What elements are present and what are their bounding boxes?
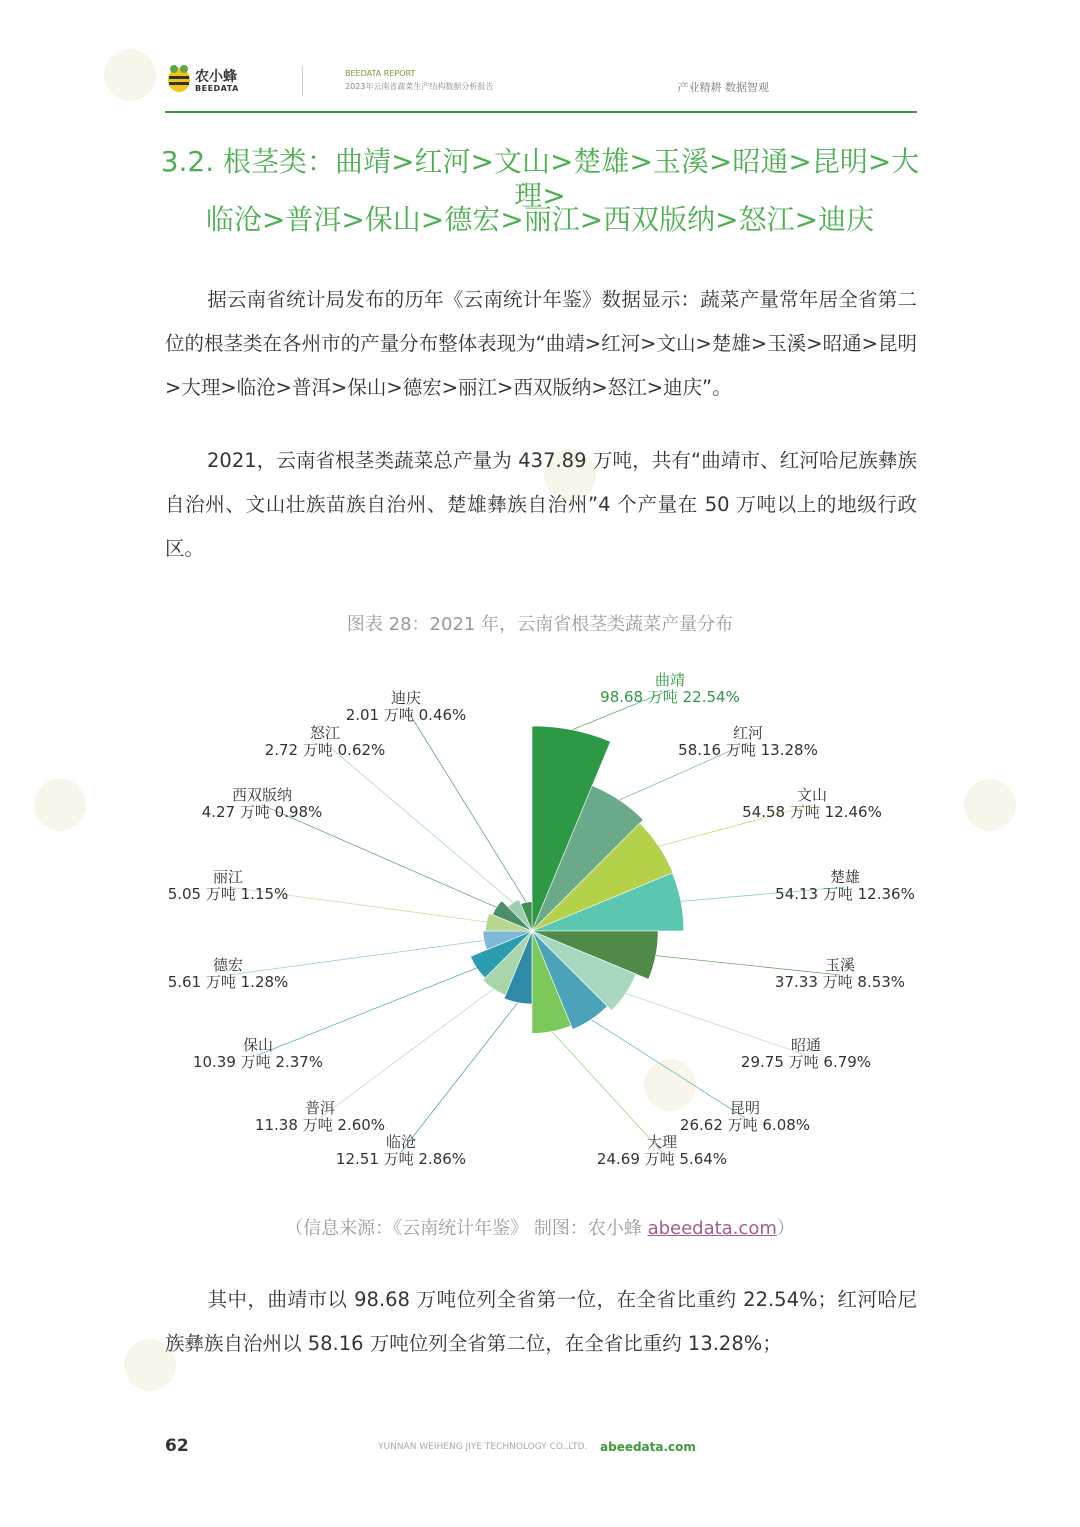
slice-label: 昆明	[729, 1099, 761, 1117]
slice-label: 普洱	[304, 1099, 336, 1117]
source-close: ）	[776, 1218, 795, 1239]
bee-logo-icon	[165, 62, 193, 94]
slice-label: 怒江	[309, 724, 341, 742]
slice-value-label: 54.13 万吨 12.36%	[775, 885, 915, 903]
slice-value-label: 26.62 万吨 6.08%	[679, 1116, 811, 1134]
paragraph-3-text: 其中，曲靖市以 98.68 万吨位列全省第一位，在全省比重约 22.54%；红河哈尼族彝族自治州以 58.16 万吨位列全省第二位，在全省比重约 13.28%；	[165, 1288, 917, 1355]
report-title: 2023年云南省蔬菜生产结构数据分析报告	[345, 82, 494, 91]
slice-label: 昭通	[790, 1036, 822, 1054]
slice-label: 保山	[242, 1036, 274, 1054]
slice-value-label: 58.16 万吨 13.28%	[678, 741, 818, 759]
slice-value-label: 2.01 万吨 0.46%	[345, 706, 467, 724]
slice-label: 德宏	[212, 956, 244, 974]
leader-line	[406, 708, 526, 902]
leader-line	[591, 1020, 745, 1119]
slice-value-label: 29.75 万吨 6.79%	[740, 1053, 872, 1071]
slice-value-label: 5.61 万吨 1.28%	[167, 973, 289, 991]
slice-label: 西双版纳	[231, 786, 293, 804]
leader-line	[320, 989, 493, 1118]
leader-line	[626, 994, 806, 1056]
paragraph-1-text: 据云南省统计局发布的历年《云南统计年鉴》数据显示：蔬菜产量常年居全省第二位的根茎类在各州市的产量分布整体表现为“曲靖>红河>文山>楚雄>玉溪>昭通>昆明>大理>临沧>普洱>保山>德宏>丽江>西双版纳>怒江>迪庆”。	[165, 288, 917, 399]
slice-value-label: 11.38 万吨 2.60%	[254, 1116, 386, 1134]
slice-value-label: 2.72 万吨 0.62%	[264, 741, 386, 759]
rose-chart	[0, 650, 1080, 1195]
slice-label: 玉溪	[824, 956, 856, 974]
page-number: 62	[165, 1436, 189, 1456]
footer-site[interactable]: abeedata.com	[600, 1440, 696, 1454]
slice-value-label: 12.51 万吨 2.86%	[335, 1150, 467, 1168]
leader-line	[325, 743, 513, 903]
leader-line	[401, 1003, 518, 1152]
paragraph-2-text: 2021，云南省根茎类蔬菜总产量为 437.89 万吨，共有“曲靖市、红河哈尼族彝族自治州、文山壮族苗族自治州、楚雄彝族自治州”4 个产量在 50 万吨以上的地级行政区。	[165, 449, 917, 560]
paragraph-1	[165, 278, 917, 410]
page-header	[165, 62, 917, 114]
slice-label: 丽江	[212, 868, 244, 886]
slice-value-label: 37.33 万吨 8.53%	[774, 973, 906, 991]
source-link[interactable]: abeedata.com	[647, 1218, 777, 1239]
report-label: BEEDATA REPORT	[345, 69, 416, 78]
paragraph-3	[165, 1278, 917, 1366]
slice-label: 大理	[646, 1133, 678, 1151]
chart-source	[0, 1214, 1080, 1240]
source-text: （信息来源：《云南统计年鉴》 制图：农小蜂	[285, 1218, 648, 1239]
logo-text-cn: 农小蜂	[195, 69, 237, 85]
slice-label: 曲靖	[654, 671, 686, 689]
section-title-line1: 3.2. 根茎类：曲靖>红河>文山>楚雄>玉溪>昭通>昆明>大理>	[160, 145, 920, 212]
slice-value-label: 4.27 万吨 0.98%	[201, 803, 323, 821]
header-slogan: 产业精耕 数据智观	[677, 81, 769, 94]
slice-value-label: 10.39 万吨 2.37%	[192, 1053, 324, 1071]
paragraph-2	[165, 439, 917, 571]
slice-value-label: 5.05 万吨 1.15%	[167, 885, 289, 903]
slice-label: 临沧	[385, 1133, 417, 1151]
chart-title: 图表 28：2021 年，云南省根茎类蔬菜产量分布	[346, 614, 734, 635]
footer-company: YUNNAN WEIHENG JIYE TECHNOLOGY CO.,LTD.	[378, 1442, 588, 1452]
header-rule	[165, 111, 917, 113]
slice-value-label: 24.69 万吨 5.64%	[596, 1150, 728, 1168]
slice-value-label: 54.58 万吨 12.46%	[742, 803, 882, 821]
section-title-line2: 临沧>普洱>保山>德宏>丽江>西双版纳>怒江>迪庆	[205, 203, 875, 236]
logo-text-en: BEEDATA	[195, 84, 239, 93]
leader-line	[552, 1032, 662, 1152]
brand-logo	[165, 62, 285, 102]
slice-label: 红河	[732, 724, 764, 742]
slice-label: 迪庆	[390, 689, 422, 707]
header-divider	[302, 66, 303, 96]
slice-label: 楚雄	[829, 868, 861, 886]
slice-label: 文山	[796, 786, 828, 804]
leader-line	[228, 941, 484, 976]
leader-line	[258, 968, 477, 1055]
slice-value-label: 98.68 万吨 22.54%	[600, 688, 740, 706]
